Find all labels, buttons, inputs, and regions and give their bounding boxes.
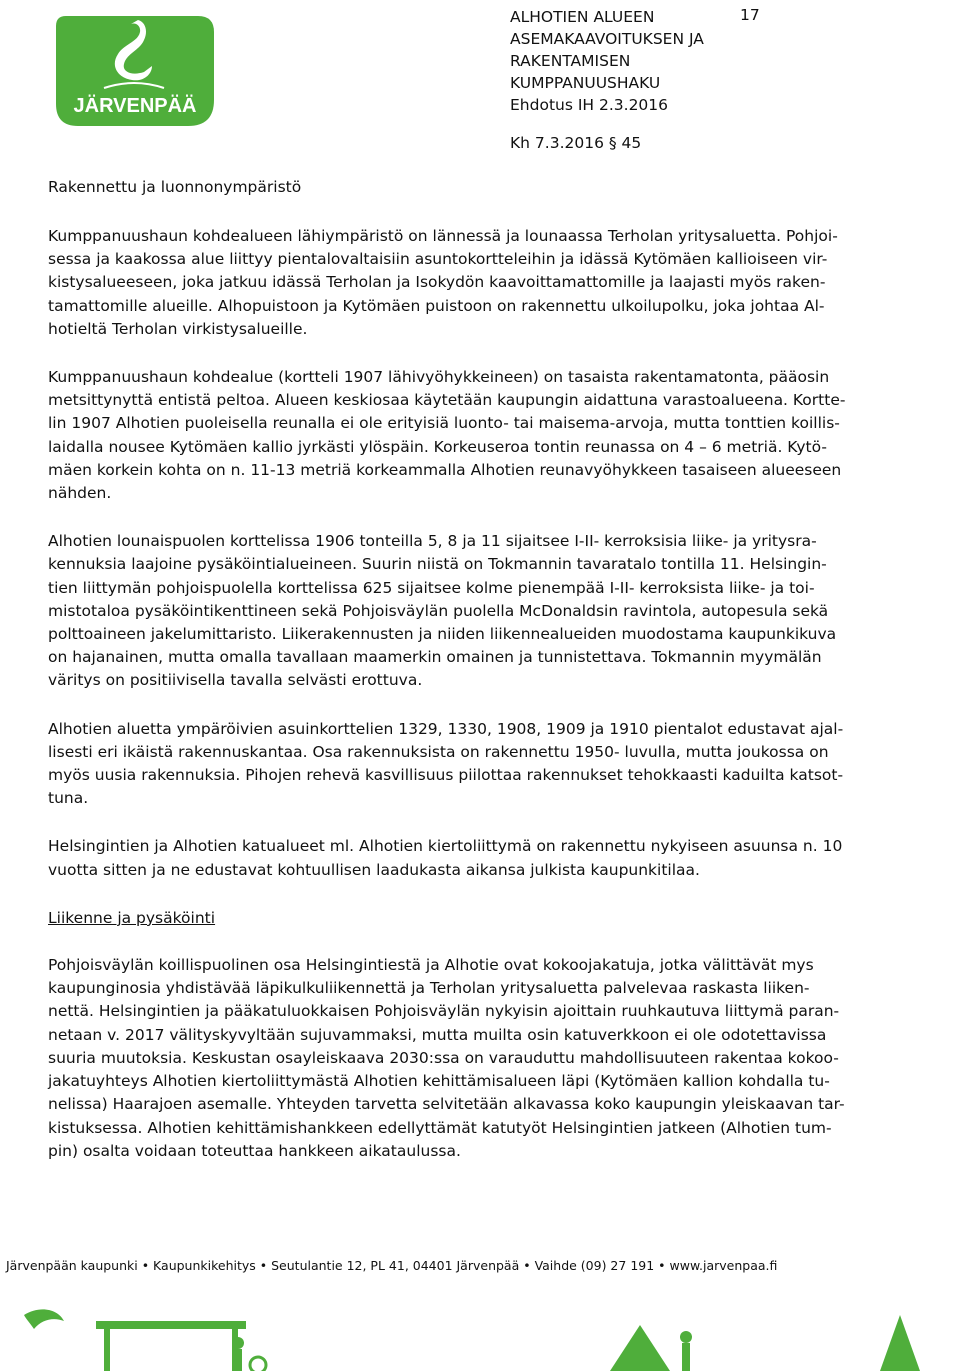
- paragraph: Helsingintien ja Alhotien katualueet ml. Alhotien kiertoliittymä on rakennettu nykyiseen asuunsa n. 10 vuotta sitten ja ne edustavat kohtuullisen laadukasta aikansa julkista kaupunkitilaa.: [48, 837, 843, 879]
- cyclist-body: [234, 1349, 242, 1371]
- page-footer: Järvenpään kaupunki • Kaupunkikehitys • Seutulantie 12, PL 41, 04401 Järvenpää • Vaihde (09) 27 191 • www.jarvenpaa.fi: [6, 1258, 778, 1273]
- header-line-1: ALHOTIEN ALUEEN: [510, 8, 655, 26]
- person-head: [680, 1331, 692, 1343]
- header-line-5: Ehdotus IH 2.3.2016: [510, 96, 669, 114]
- document-body: [48, 225, 914, 1188]
- rock-silhouette: [610, 1325, 670, 1371]
- paragraph: Alhotien aluetta ympäröivien asuinkorttelien 1329, 1330, 1908, 1909 ja 1910 pientalot edustavat ajal- lisesti eri ikäistä rakennuskantaa. Osa rakennuksista on rakennettu 1950- luvulla, mutta joukossa on myös uusia rakennuksia. Pihojen rehevä kasvillisuus piilottaa rakennukset tehokkaasti kaduilta katsot- tuna.: [48, 719, 844, 808]
- header-line-3: RAKENTAMISEN: [510, 52, 631, 70]
- jarvenpaa-logo: [48, 8, 218, 128]
- meeting-reference: Kh 7.3.2016 § 45: [510, 134, 642, 152]
- header-line-2: ASEMAKAAVOITUKSEN JA: [510, 30, 704, 48]
- person-body: [682, 1343, 690, 1371]
- bench-leg-left: [104, 1329, 110, 1371]
- paragraph: Pohjoisväylän koillispuolinen osa Helsingintiestä ja Alhotie ovat kokoojakatuja, jotka välittävät mys kaupunginosia yhdistävää läpikulkuliikennettä ja Terholan yritysaluetta palvelevaa raskasta liiken- nettä. Helsingintien ja pääkatuluokkaisen Pohjoisväylän nykyisin ajoittain ruuhkautuva liittymä paran- netaan v. 2017 välityskyvyltään sujuvammaksi, mutta muilta osin katuverkkoon ei ole odotettavissa suuria muutoksia. Keskustan osayleiskaava 2030:ssa on varauduttu mahdollisuuteen rakentaa kokoo- jakatuyhteys Alhotien kiertoliittymästä Alhotien kehittämisalueen läpi (Kytömäen kallion kohdalla tu- nelissa) Haarajoen asemalle. Yhteyden tarvetta selvitetään alkavassa koko kaupungin yleiskaavan tar- kistuksessa. Alhotien kehittämishankkeen edellyttämät katutyöt Helsingintien jatkeen (Alhotien tum- pin) osalta voidaan toteuttaa hankkeen aikataulussa.: [48, 956, 845, 1160]
- subsection-heading: Liikenne ja pysäköinti: [48, 908, 216, 927]
- paragraph: Kumppanuushaun kohdealue (kortteli 1907 lähivyöhykkeineen) on tasaista rakentamatonta, pääosin metsittynyttä entistä peltoa. Alueen keskiosaa käytetään kaupungin aidattuna varastoalueena. Kortte- lin 1907 Alhotien puoleisella reunalla ei ole erityisiä luonto- tai maisema-arvoja, mutta tonttien koillis- laidalla nousee Kytömäen kallio jyrkästi ylöspäin. Korkeuseroa tontin reunassa on 4 – 6 metriä. Kytö- mäen korkein kohta on n. 11-13 metriä korkeammalla Alhotien reunavyöhykkeen tasaiseen alueeseen nähden.: [48, 368, 846, 503]
- logo-wordmark: JÄRVENPÄÄ: [73, 95, 197, 117]
- bench-silhouette: [96, 1321, 246, 1329]
- bird-silhouette: [24, 1309, 64, 1329]
- wheel-icon: [250, 1357, 266, 1371]
- page-number: 17: [740, 6, 760, 24]
- section-title: Rakennettu ja luonnonympäristö: [48, 178, 302, 196]
- document-header: [510, 6, 704, 116]
- cyclist-head: [232, 1337, 244, 1349]
- header-line-4: KUMPPANUUSHAKU: [510, 74, 661, 92]
- paragraph: Alhotien lounaispuolen korttelissa 1906 tonteilla 5, 8 ja 11 sijaitsee I-II- kerroksisia liike- ja yritysra- kennuksia laajoine pysäköintialueineen. Suurin niistä on Tokmannin tavaratalo tontilla 11. Helsingin- tien liittymän pohjoispuolella korttelissa 625 sijaitsee kolme pienempää I-II- kerroksista liike- ja toi- mistotaloa pysäköintikenttineen sekä Pohjoisväylän puolella McDonaldsin ravintola, autopesula sekä polttoaineen jakelumittaristo. Liikerakennusten ja niiden liikennealueiden muodostama kaupunkikuva on hajanainen, mutta omalla tavallaan maamerkin omainen ja tunnistettava. Tokmannin myymälän väritys on positiivisella tavalla selvästi erottuva.: [48, 532, 837, 690]
- tree-silhouette: [880, 1315, 920, 1371]
- paragraph: Kumppanuushaun kohdealueen lähiympäristö on lännessä ja lounaassa Terholan yritysaluetta. Pohjoi- sessa ja kaakossa alue liittyy pientalovaltaisiin asuntokortteleihin ja idässä Kytömäen kallioiseen vir- kistysalueeseen, joka jatkuu idässä Terholan ja Isokydön kaavoittamattomille ja laajasti myös raken- tamattomille alueille. Alhopuistoon ja Kytömäen puistoon on rakennettu ulkoilupolku, joka johtaa Al- hotieltä Terholan virkistysalueille.: [48, 227, 838, 338]
- footer-illustration: [0, 1285, 960, 1371]
